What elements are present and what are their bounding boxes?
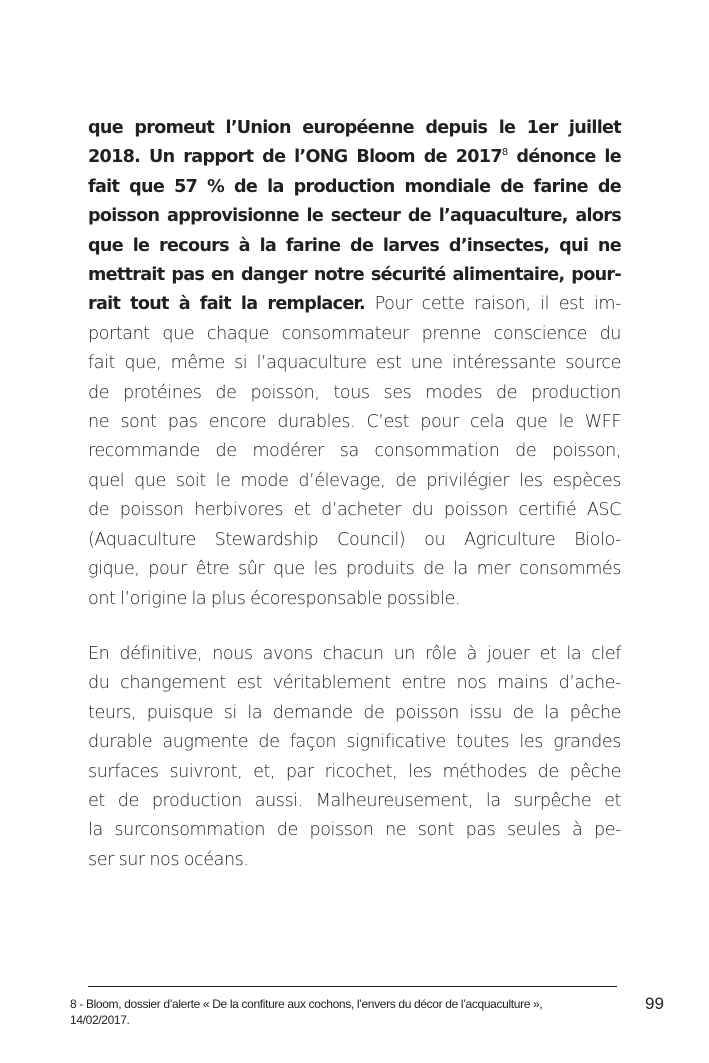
text-segment: 2018. Un rapport de l’ONG Bloom de 2017 [88, 147, 502, 168]
footnote-line: 14/02/2017. [70, 1013, 130, 1027]
text-line: que promeut l’Union européenne depuis le 1er juillet [88, 118, 621, 138]
text-line: recommande de modérer sa consommation de poisson, [88, 441, 621, 462]
text-line: mettrait pas en danger notre sécurité alimentaire, pour- [88, 265, 621, 286]
text-line: ont l’origine la plus écoresponsable possible. [88, 588, 461, 609]
footnote-line: 8 - Bloom, dossier d’alerte « De la confiture aux cochons, l’envers du décor de l’acquaculture », [70, 997, 543, 1011]
text-line: ser sur nos océans. [88, 849, 249, 870]
paragraph-1 [88, 114, 621, 614]
text-line: En définitive, nous avons chacun un rôle à jouer et la clef [88, 644, 621, 664]
text-line: de protéines de poisson, tous ses modes de production [88, 382, 621, 403]
text-line: fait que, même si l’aquaculture est une intéressante source [88, 353, 621, 374]
text-segment: Pour cette raison, il est im- [365, 294, 621, 315]
text-line: du changement est véritablement entre nos mains d’ache- [88, 673, 621, 694]
text-line: la surconsommation de poisson ne sont pas seules à pe- [88, 820, 621, 841]
text-line: de poisson herbivores et d’acheter du poisson certifié ASC [88, 500, 621, 521]
footnote-reference: 8 [501, 147, 508, 159]
footnote-divider [88, 986, 617, 987]
text-segment: dénonce le [507, 147, 621, 168]
text-line: quel que soit le mode d’élevage, de privilégier les espèces [88, 470, 621, 491]
paragraph-2 [88, 640, 621, 875]
text-line: que le recours à la farine de larves d’insectes, qui ne [88, 235, 621, 256]
text-segment-bold: rait tout à fait la remplacer. [88, 294, 365, 315]
text-line: ne sont pas encore durables. C’est pour cela que le WFF [88, 412, 621, 433]
text-line: fait que 57 % de la production mondiale de farine de [88, 176, 621, 197]
text-line [88, 143, 621, 172]
text-line: (Aquaculture Stewardship Council) ou Agriculture Biolo- [88, 529, 621, 550]
text-line: durable augmente de façon significative toutes les grandes [88, 732, 621, 753]
text-line: portant que chaque consommateur prenne conscience du [88, 323, 621, 344]
text-line: teurs, puisque si la demande de poisson issu de la pêche [88, 702, 621, 723]
footnote [70, 996, 630, 1028]
text-line: et de production aussi. Malheureusement, la surpêche et [88, 791, 621, 812]
page-number: 99 [645, 994, 664, 1013]
text-line [88, 290, 621, 319]
text-line: gique, pour être sûr que les produits de la mer consommés [88, 559, 621, 580]
text-line: poisson approvisionne le secteur de l’aquaculture, alors [88, 206, 621, 227]
text-line: surfaces suivront, et, par ricochet, les méthodes de pêche [88, 761, 621, 782]
